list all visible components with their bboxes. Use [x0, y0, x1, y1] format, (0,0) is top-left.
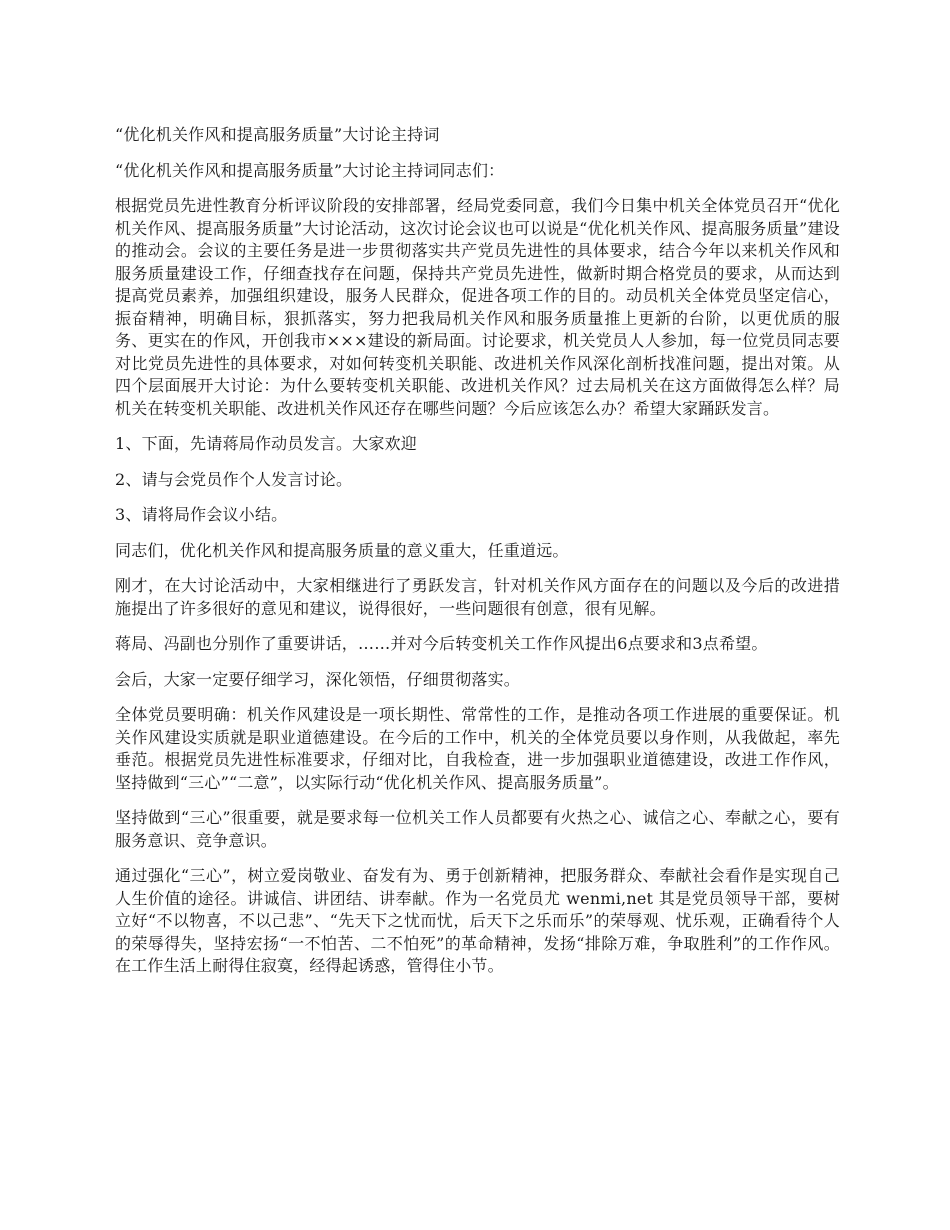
paragraph-discussion: 刚才，在大讨论活动中，大家相继进行了勇跃发言，针对机关作风方面存在的问题以及今后的改进措施提出了许多很好的意见和建议，说得很好，一些问题很有创意，很有见解。 [115, 576, 840, 618]
paragraph-three-hearts: 坚持做到“三心”很重要，就是要求每一位机关工作人员都要有火热之心、诚信之心、奉献之心，要有服务意识、竞争意识。 [115, 808, 840, 850]
paragraph-after-meeting: 会后，大家一定要仔细学习，深化领悟，仔细贯彻落实。 [115, 669, 521, 689]
paragraph-speeches: 蒋局、冯副也分别作了重要讲话，……并对今后转变机关工作作风提出6点要求和3点希望。 [115, 634, 768, 653]
paragraph-step-3: 3、请将局作会议小结。 [115, 505, 288, 524]
document-subtitle: “优化机关作风和提高服务质量”大讨论主持词同志们： [115, 160, 505, 180]
document-title: “优化机关作风和提高服务质量”大讨论主持词 [115, 125, 440, 144]
paragraph-all-members: 全体党员要明确：机关作风建设是一项长期性、常常性的工作，是推动各项工作进展的重要保证。机关作风建设实质就是职业道德建设。在今后的工作中，机关的全体党员要以身作则，从我做起，率先垂范。根据党员先进性标准要求，仔细对比，自我检查，进一步加强职业道德建设，改进工作作风，坚持做到“三心”“二意”，以实际行动“优化机关作风、提高服务质量”。 [115, 705, 840, 792]
document-page [115, 124, 840, 991]
paragraph-comrades: 同志们，优化机关作风和提高服务质量的意义重大，任重道远。 [115, 540, 569, 560]
paragraph-intro: 根据党员先进性教育分析评议阶段的安排部署，经局党委同意，我们今日集中机关全体党员召开“优化机关作风、提高服务质量”大讨论活动，这次讨论会议也可以说是“优化机关作风、提高服务质量”建设的推动会。会议的主要任务是进一步贯彻落实共产党员先进性的具体要求，结合今年以来机关作风和服务质量建设工作，仔细查找存在问题，保持共产党员先进性，做新时期合格党员的要求，从而达到提高党员素养，加强组织建设，服务人民群众，促进各项工作的目的。动员机关全体党员坚定信心，振奋精神，明确目标，狠抓落实，努力把我局机关作风和服务质量推上更新的台阶，以更优质的服务、更实在的作风，开创我市×××建设的新局面。讨论要求，机关党员人人参加，每一位党员同志要对比党员先进性的具体要求，对如何转变机关职能、改进机关作风深化剖析找准问题，提出对策。从四个层面展开大讨论：为什么要转变机关职能、改进机关作风？过去局机关在这方面做得怎么样？局机关在转变机关职能、改进机关作风还存在哪些问题？今后应该怎么办？希望大家踊跃发言。 [115, 196, 840, 418]
paragraph-step-1: 1、下面，先请蒋局作动员发言。大家欢迎 [115, 434, 417, 453]
paragraph-strengthen: 通过强化“三心”，树立爱岗敬业、奋发有为、勇于创新精神，把服务群众、奉献社会看作是实现自己人生价值的途径。讲诚信、讲团结、讲奉献。作为一名党员尤 wenmi,net 其是党员领导干部，要树立好“不以物喜，不以己悲”、“先天下之忧而忧，后天下之乐而乐”的荣辱观、忧乐观，正确看待个人的荣辱得失，坚持宏扬“一不怕苦、二不怕死”的革命精神，发扬“排除万难，争取胜利”的工作作风。在工作生活上耐得住寂寞，经得起诱惑，管得住小节。 [115, 866, 840, 975]
paragraph-step-2: 2、请与会党员作个人发言讨论。 [115, 469, 353, 489]
